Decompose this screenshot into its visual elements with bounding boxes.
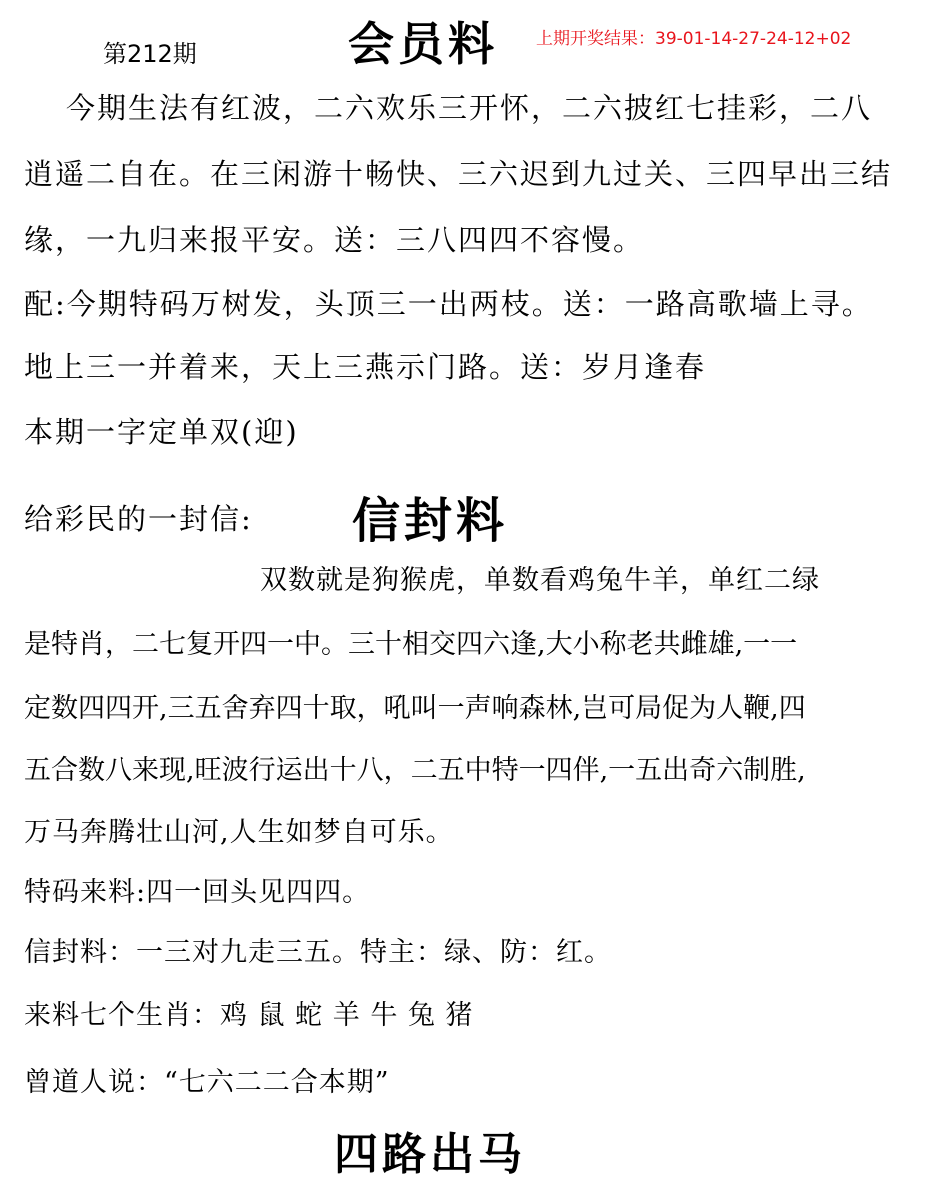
footer-title: 四路出马 [334, 1129, 526, 1180]
poem-line: 缘，一九归来报平安。送：三八四四不容慢。 [24, 223, 645, 257]
letter-line: 定数四四开,三五舍弃四十取，吼叫一声响森林,岂可局促为人鞭,四 [24, 693, 806, 724]
letter-line: 万马奔腾壮山河,人生如梦自可乐。 [24, 817, 454, 848]
issue-number: 第212期 [103, 40, 197, 68]
poem-line: 逍遥二自在。在三闲游十畅快、三六迟到九过关、三四早出三结 [24, 157, 893, 191]
page-title: 会员料 [348, 17, 498, 71]
last-draw-result: 上期开奖结果：39-01-14-27-24-12+02 [536, 29, 852, 49]
letter-line: 双数就是狗猴虎，单数看鸡兔牛羊，单红二绿 [260, 565, 820, 596]
letter-line: 五合数八来现,旺波行运出十八，二五中特一四伴,一五出奇六制胜, [24, 755, 806, 786]
info-line: 来料七个生肖：鸡 鼠 蛇 羊 牛 兔 猪 [24, 1000, 474, 1031]
poem-line: 配:今期特码万树发，头顶三一出两枝。送：一路高歌墙上寻。 [24, 287, 873, 321]
letter-title: 信封料 [352, 493, 509, 549]
poem-line: 今期生法有红波，二六欢乐三开怀，二六披红七挂彩，二八 [66, 91, 873, 125]
info-line: 曾道人说：“七六二二合本期” [24, 1067, 390, 1098]
info-line: 信封料：一三对九走三五。特主：绿、防：红。 [24, 937, 612, 968]
poem-line: 本期一字定单双(迎) [24, 415, 299, 449]
poem-line: 地上三一并着来，天上三燕示门路。送：岁月逢春 [24, 350, 707, 384]
letter-label: 给彩民的一封信: [24, 502, 253, 536]
info-line: 特码来料:四一回头见四四。 [24, 877, 371, 908]
letter-line: 是特肖，二七复开四一中。三十相交四六逢,大小称老共雌雄,一一 [24, 629, 798, 660]
